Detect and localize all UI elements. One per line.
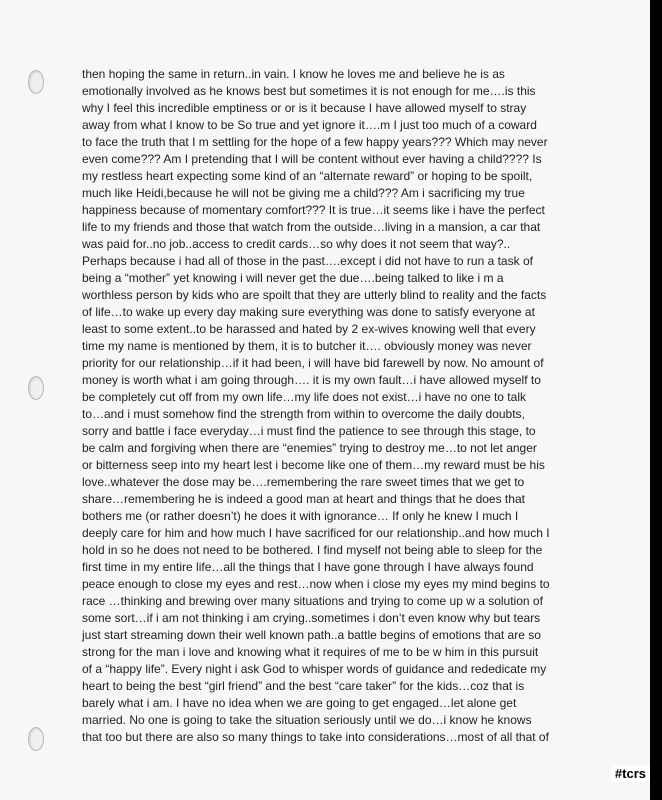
text-line: race …thinking and brewing over many situations and trying to come up w a solution of [82,594,543,608]
text-line: bothers me (or rather doesn’t) he does it with ignorance… If only he knew I much I [82,509,519,523]
text-line: or bitterness seep into my heart lest i become like one of them…my reward must be his [82,458,545,472]
text-line: to…and i must somehow find the strength from within to overcome the daily doubts, [82,407,525,421]
text-line: my restless heart expecting some kind of an “alternate reward” or hoping to be spoilt, [82,169,533,183]
text-line: be completely cut off from my own life…my life does not exist…i have no one to talk [82,390,526,404]
text-line: time my name is mentioned by them, it is to butcher it…. obviously money was never [82,339,532,353]
text-line: of a “happy life”. Every night i ask God to whisper words of guidance and rededicate my [82,662,547,676]
text-line: barely what i am. I have no idea when we are going to get engaged…let alone get [82,696,517,710]
text-line: why I feel this incredible emptiness or or is it because I have allowed myself to stray [82,101,527,115]
text-line: emotionally involved as he knows best but sometimes it is not enough for me….is this [82,84,536,98]
text-line: peace enough to close my eyes and rest…now when i close my eyes my mind begins to [82,577,550,591]
text-line: then hoping the same in return..in vain. I know he loves me and believe he is as [82,67,505,81]
text-line: deeply care for him and how much I have sacrificed for our relationship..and how much I [82,526,550,540]
text-line: share…remembering he is indeed a good man at heart and things that he does that [82,492,525,506]
text-line: life to my friends and those that watch from the outside…living in a mansion, a car that [82,220,541,234]
hashtag-label: #tcrs [611,765,650,782]
letter-body [82,66,642,746]
text-line: money is worth what i am going through…. it is my own fault…i have allowed myself to [82,373,541,387]
text-line: sorry and battle i face everyday…i must find the patience to see through this stage, to [82,424,536,438]
text-line: hold in so he does not need to be bothered. I find myself not being able to sleep for the [82,543,543,557]
binder-hole-bottom [28,727,44,751]
text-line: Perhaps because i had all of those in the past….except i did not have to run a task of [82,254,533,268]
text-line: of life…to wake up every day making sure everything was done to satisfy everyone at [82,305,535,319]
text-line: much like Heidi,because he will not be giving me a child??? Am i sacrificing my true [82,186,525,200]
binder-hole-top [28,70,44,94]
text-line: strong for the man i love and knowing what it requires of me to be w him in this pursuit [82,645,539,659]
text-line: away from what I know to be So true and yet ignore it….m I just too much of a coward [82,118,537,132]
text-line: priority for our relationship…if it had been, i will have bid farewell by now. No amount of [82,356,544,370]
text-line: love..whatever the dose may be….remembering the rare sweet times that we get to [82,475,525,489]
text-line: worthless person by kids who are spoilt that they are utterly blind to reality and the facts [82,288,547,302]
text-line: some sort…if i am not thinking i am crying..sometimes i don’t even know why but tears [82,611,541,625]
binder-hole-middle [28,376,44,400]
text-line: married. No one is going to take the situation seriously until we do…i know he knows [82,713,532,727]
text-line: that too but there are also so many things to take into considerations…most of all that of [82,730,549,744]
text-line: just start streaming down their well known path..a battle begins of emotions that are so [82,628,541,642]
text-line: heart to being the best “girl friend” and the best “care taker” for the kids…coz that is [82,679,525,693]
text-line: be calm and forgiving when there are “enemies” trying to destroy me…to not let anger [82,441,537,455]
text-line: even come??? Am I pretending that I will be content without ever having a child???? Is [82,152,542,166]
text-line: least to some extent..to be harassed and hated by 2 ex-wives knowing well that every [82,322,536,336]
text-line: to face the truth that I m settling for the hope of a few happy years??? Which may never [82,135,548,149]
text-line: being a “mother” yet knowing i will never get the due….being talked to like i m a [82,271,504,285]
text-line: happiness because of momentary comfort??? It is true…it seems like i have the perfect [82,203,545,217]
text-line: first time in my entire life…all the things that I have gone through I have always found [82,560,534,574]
text-line: was paid for..no job..access to credit cards…so why does it not seem that way?.. [82,237,511,251]
